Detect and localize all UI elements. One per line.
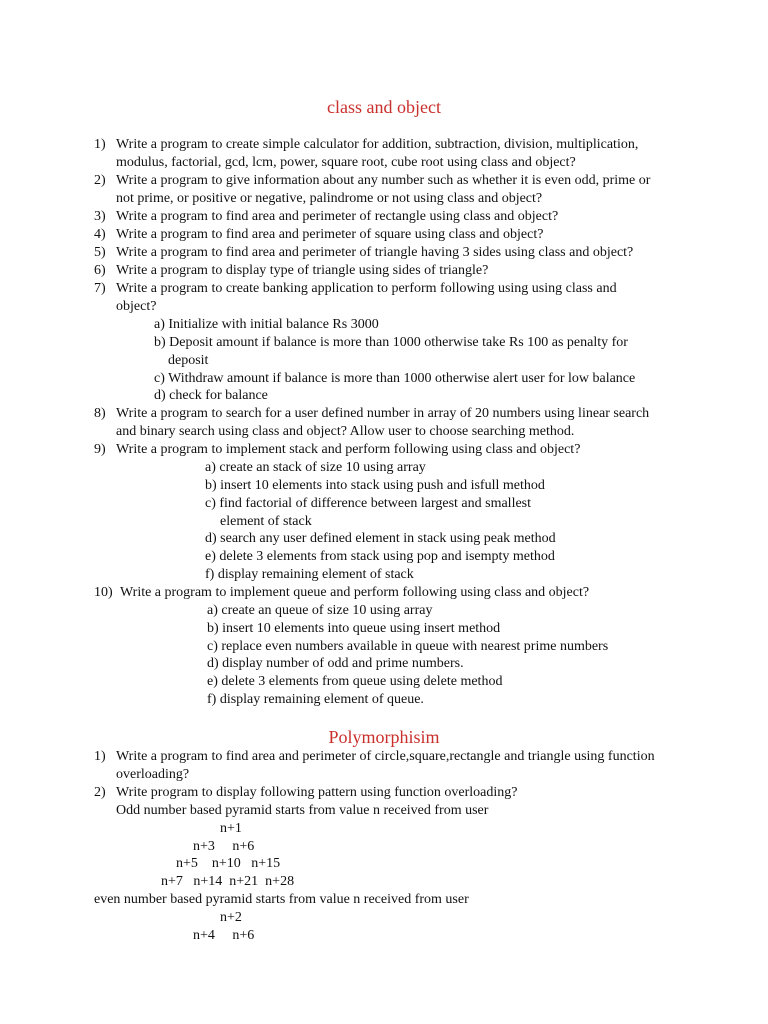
pattern-row: n+1: [220, 821, 242, 836]
item-number: 2): [94, 173, 106, 188]
item-text: Write a program to find area and perimeter of triangle having 3 sides using class and object?: [116, 245, 634, 260]
sub-item: c) find factorial of difference between largest and smallest: [205, 496, 532, 511]
sub-item: a) Initialize with initial balance Rs 3000: [154, 317, 379, 332]
item-number: 9): [94, 442, 106, 457]
item-text: Write a program to display type of triangle using sides of triangle?: [116, 263, 489, 278]
sub-item: d) check for balance: [154, 388, 268, 403]
item-text: not prime, or positive or negative, palindrome or not using class and object?: [116, 191, 543, 206]
item-number: 3): [94, 209, 106, 224]
sub-item: d) display number of odd and prime numbers.: [207, 656, 464, 671]
sub-item: d) search any user defined element in stack using peak method: [205, 531, 556, 546]
item-number: 1): [94, 137, 106, 152]
item-number: 6): [94, 263, 106, 278]
item-text: Write program to display following pattern using function overloading?: [116, 785, 518, 800]
sub-item: a) create an stack of size 10 using array: [205, 460, 426, 475]
sub-item: e) delete 3 elements from queue using delete method: [207, 674, 503, 689]
item-text: Write a program to implement stack and perform following using class and object?: [116, 442, 581, 457]
item-number: 2): [94, 785, 106, 800]
pattern-row: n+3 n+6: [193, 839, 255, 854]
item-text: Write a program to create banking application to perform following using using class and: [116, 281, 617, 296]
item-number: 4): [94, 227, 106, 242]
sub-item: c) replace even numbers available in queue with nearest prime numbers: [207, 639, 609, 654]
item-text: Write a program to create simple calculator for addition, subtraction, division, multiplication,: [116, 137, 639, 152]
sub-item: a) create an queue of size 10 using array: [207, 603, 433, 618]
item-text: overloading?: [116, 767, 190, 782]
pattern-caption-even: even number based pyramid starts from value n received from user: [94, 892, 469, 907]
item-number: 1): [94, 749, 106, 764]
item-text: Write a program to find area and perimeter of rectangle using class and object?: [116, 209, 559, 224]
item-number: 5): [94, 245, 106, 260]
item-text: Write a program to find area and perimeter of circle,square,rectangle and triangle using function: [116, 749, 655, 764]
pattern-row: n+2: [220, 910, 242, 925]
item-number: 8): [94, 406, 106, 421]
pattern-row: n+7 n+14 n+21 n+28: [161, 874, 295, 889]
item-text: Write a program to give information about any number such as whether it is even odd, prime or: [116, 173, 651, 188]
sub-item: e) delete 3 elements from stack using pop and isempty method: [205, 549, 555, 564]
sub-item: b) Deposit amount if balance is more than 1000 otherwise take Rs 100 as penalty for: [154, 335, 628, 350]
sub-item: f) display remaining element of queue.: [207, 692, 424, 707]
pattern-row: n+5 n+10 n+15: [176, 856, 281, 871]
item-number: 7): [94, 281, 106, 296]
item-text: modulus, factorial, gcd, lcm, power, square root, cube root using class and object?: [116, 155, 576, 170]
item-number: 10): [94, 585, 113, 600]
sub-item: b) insert 10 elements into stack using push and isfull method: [205, 478, 545, 493]
sub-item: b) insert 10 elements into queue using insert method: [207, 621, 501, 636]
sub-item: c) Withdraw amount if balance is more than 1000 otherwise alert user for low balance: [154, 371, 636, 386]
item-text: Write a program to search for a user defined number in array of 20 numbers using linear search: [116, 406, 650, 421]
item-text: and binary search using class and object? Allow user to choose searching method.: [116, 424, 575, 439]
item-text: Write a program to find area and perimeter of square using class and object?: [116, 227, 544, 242]
item-text: Write a program to implement queue and perform following using class and object?: [120, 585, 590, 600]
section-heading-polymorphism: Polymorphisim: [328, 727, 440, 747]
item-text: object?: [116, 299, 157, 314]
sub-item-continuation: deposit: [168, 353, 209, 368]
pattern-row: n+4 n+6: [193, 928, 255, 943]
section-heading-class-and-object: class and object: [327, 97, 441, 117]
sub-item-continuation: element of stack: [220, 514, 312, 529]
sub-item: f) display remaining element of stack: [205, 567, 414, 582]
pattern-caption-odd: Odd number based pyramid starts from value n received from user: [116, 803, 489, 818]
